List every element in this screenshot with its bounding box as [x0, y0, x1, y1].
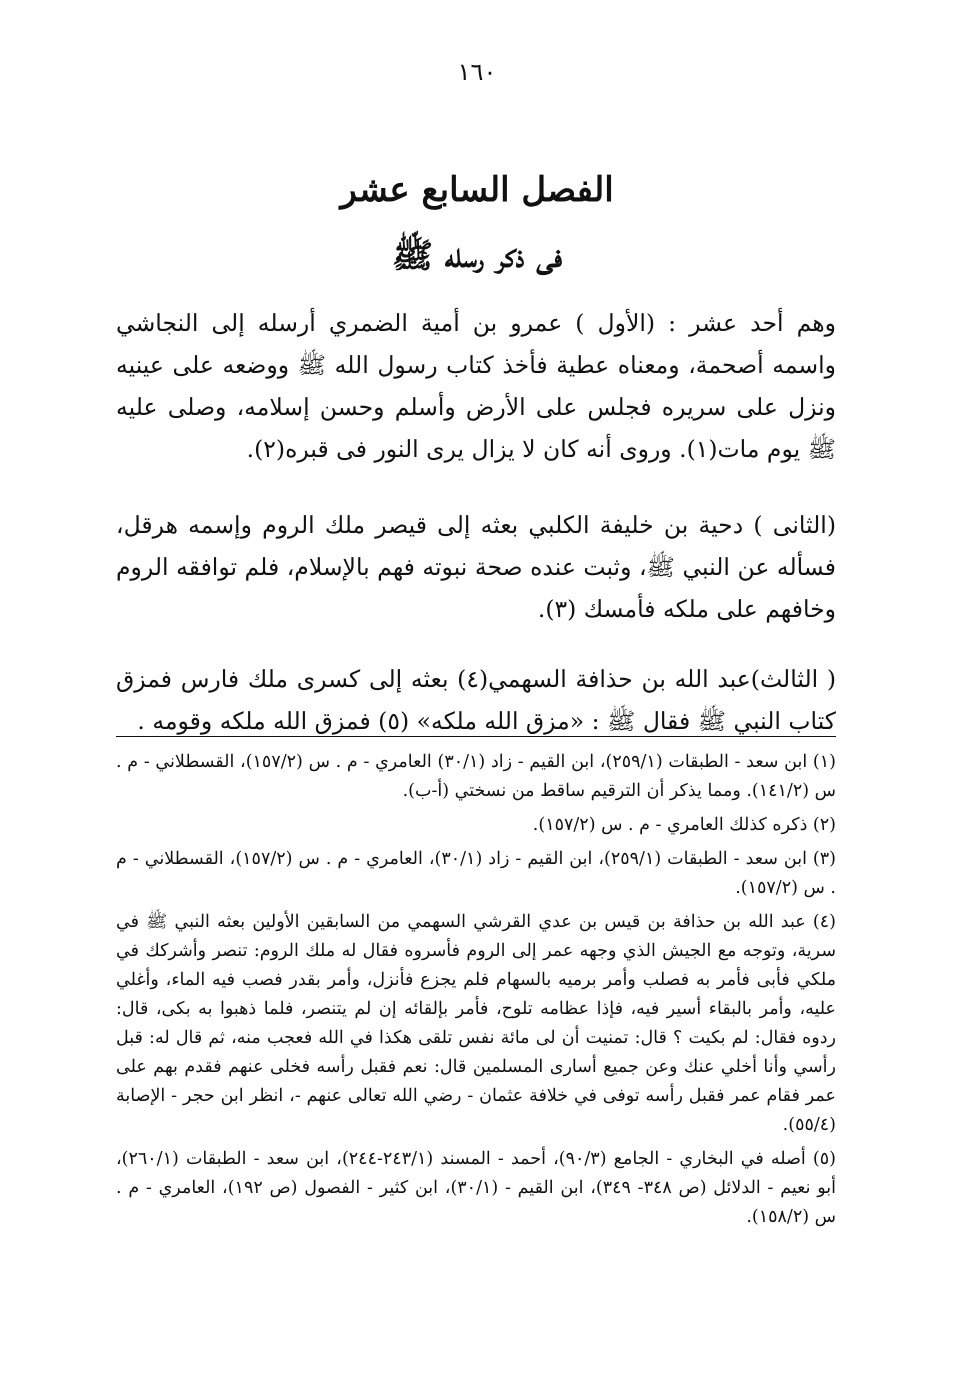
page-number: ١٦٠ — [457, 58, 497, 86]
footnote-separator — [116, 736, 836, 737]
body-paragraph-1: وهم أحد عشر : (الأول ) عمرو بن أمية الضمري أرسله إلى النجاشي واسمه أصحمة، ومعناه عطية فأخذ كتاب رسول الله ﷺ ووضعه على عينيه ونزل على سريره فجلس على الأرض وأسلم وحسن إسلامه، وصلى عليه ﷺ يوم مات(١). وروى أنه كان لا يزال يرى النور فى قبره(٢). — [116, 309, 836, 463]
footnote-2: (٢) ذكره كذلك العامري - م . س (١٥٧/٢). — [532, 815, 836, 835]
chapter-title: الفصل السابع عشر — [340, 170, 614, 210]
footnotes — [116, 748, 836, 1237]
footnote-5: (٥) أصله في البخاري - الجامع (٩٠/٣)، أحمد - المسند (٢٤٣/١-٢٤٤)، ابن سعد - الطبقات (٢٦٠/١)، أبو نعيم - الدلائل (ص ٣٤٨- ٣٤٩)، ابن القيم - (٣٠/١)، ابن كثير - الفصول (ص ١٩٢)، العامري - م . س (١٥٨/٢). — [116, 1149, 836, 1227]
footnote-3: (٣) ابن سعد - الطبقات (٢٥٩/١)، ابن القيم - زاد (٣٠/١)، العامري - م . س (١٥٧/٢)، القسطلاني - م . س (١٥٧/٢). — [116, 849, 836, 898]
chapter-subtitle: فى ذكر رسله ﷺ — [391, 236, 563, 276]
footnote-4: (٤) عبد الله بن حذافة بن قيس بن عدي القرشي السهمي من السابقين الأولين بعثه النبي ﷺ في سرية، وتوجه مع الجيش الذي وجهه عمر إلى الروم فأسروه فقال له ملك الروم: تنصر وأشركك في ملكي فأبى فأمر به فصلب وأمر برميه بالسهام فلم يجزع فأنزل، وأمر بقدر فصب فيه الماء، وأغلي عليه، وأمر بالبقاء أسير فيه، فإذا عظامه تلوح، فأمر بإلقائه إن لم يتنصر، فلما ذهبوا به بكى، قال: ردوه فقال: لم بكيت ؟ قال: تمنيت أن لى مائة نفس تلقى هكذا في الله فعجب منه، ثم قال له: قبل رأسي وأنا أخلي عنك وعن جميع أسارى المسلمين قال: نعم فقبل رأسه فخلى عنهم فقدم بهم على عمر فقام عمر فقبل رأسه توفى في خلافة عثمان - رضي الله تعالى عنهم -، انظر ابن حجر - الإصابة (٥٥/٤). — [116, 912, 836, 1135]
footnote-1: (١) ابن سعد - الطبقات (٢٥٩/١)، ابن القيم - زاد (٣٠/١) العامري - م . س (١٥٧/٢)، القسطلاني - م . س (١٤١/٢). ومما يذكر أن الترقيم ساقط من نسختي (أ-ب). — [116, 752, 836, 801]
body-paragraph-3: ( الثالث)عبد الله بن حذافة السهمي(٤) بعثه إلى كسرى ملك فارس فمزق كتاب النبي ﷺ فقال ﷺ : «مزق الله ملكه» (٥) فمزق الله ملكه وقومه . — [116, 665, 837, 735]
body-paragraph-2: (الثانى ) دحية بن خليفة الكلبي بعثه إلى قيصر ملك الروم وإسمه هرقل، فسأله عن النبي ﷺ، وثبت عنده صحة نبوته فهم بالإسلام، فلم توافقه الروم وخافهم على ملكه فأمسك (٣). — [116, 511, 836, 623]
